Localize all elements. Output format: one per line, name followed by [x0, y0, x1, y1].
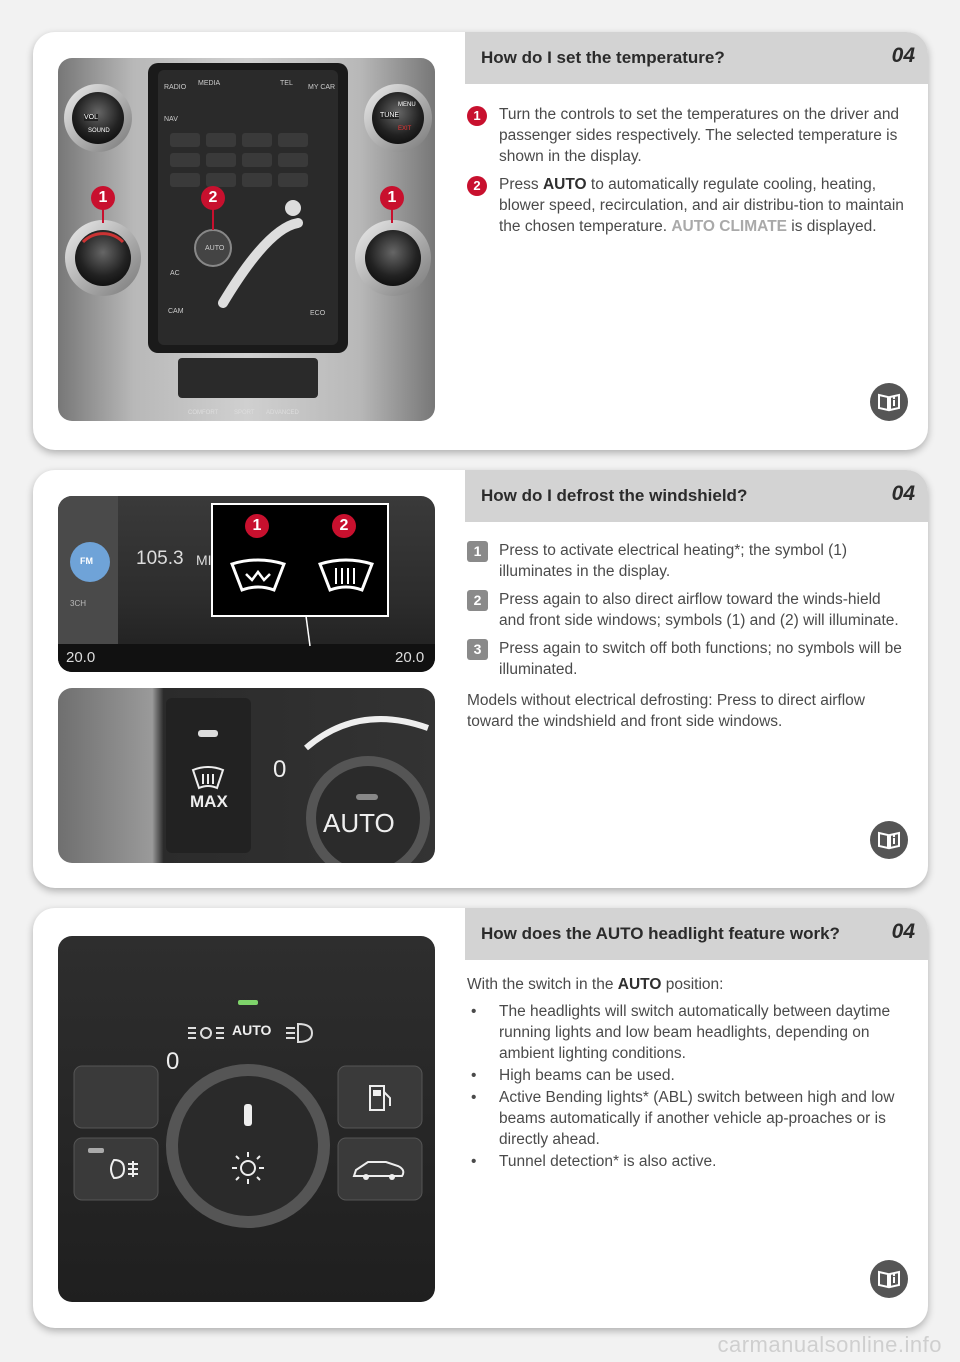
step-badge: 1 [467, 541, 488, 562]
chapter-number: 04 [891, 920, 915, 943]
step-2 [467, 589, 908, 631]
defrost-front-icon [228, 558, 288, 594]
panel-label-advanced: ADVANCED [266, 410, 299, 416]
step-2 [467, 174, 908, 237]
auto-position-label: AUTO [232, 1022, 272, 1038]
off-position-label: 0 [166, 1048, 180, 1075]
step-text: Press to activate electrical heating*; the symbol (1) illuminates in the display. [499, 542, 848, 580]
panel-label-eco: ECO [310, 310, 326, 317]
panel-label-exit: EXIT [398, 126, 412, 132]
step-badge: 2 [467, 176, 487, 196]
panel-label-nav: NAV [164, 116, 178, 123]
panel-label-sport: SPORT [234, 410, 255, 416]
step-text-post: is displayed. [787, 218, 877, 235]
panel-label-radio: RADIO [164, 84, 187, 91]
callout-2: 2 [332, 514, 356, 538]
step-text: Press again to also direct airflow toward the winds-hield and front side windows; symbols (1) and (2) will illuminate. [499, 591, 899, 629]
headlight-icon [284, 1022, 314, 1044]
list-item-text: The headlights will switch automatically between daytime running lights and low beam headlights, depending on ambient lighting conditions. [499, 1003, 891, 1062]
fm-badge: FM [80, 556, 93, 566]
intro-text [467, 974, 908, 995]
panel-label-mycar: MY CAR [308, 84, 336, 91]
section-title: How do I set the temperature? [481, 48, 725, 67]
section-body [467, 540, 908, 732]
section-body [467, 104, 908, 244]
step-badge: 1 [467, 106, 487, 126]
panel-label-sound: SOUND [88, 128, 110, 134]
panel-label-comfort: COMFORT [188, 410, 219, 416]
step-3 [467, 638, 908, 680]
panel-label-media: MEDIA [198, 80, 221, 87]
sun-icon [230, 1150, 266, 1186]
section-title: How does the AUTO headlight feature work? [481, 924, 840, 943]
auto-climate-keyword: AUTO CLIMATE [671, 218, 787, 235]
fuel-door-icon [366, 1082, 394, 1112]
section-title: How do I defrost the windshield? [481, 486, 748, 505]
panel-label-cam: CAM [168, 308, 184, 315]
panel-label-ac: AC [170, 270, 180, 277]
chapter-number: 04 [891, 44, 915, 67]
feature-list [467, 1001, 908, 1172]
callout-1: 1 [245, 514, 269, 538]
max-label: MAX [190, 792, 228, 811]
sidelight-icon [186, 1024, 226, 1042]
list-item-text: Active Bending lights* (ABL) switch between high and low beams automatically if another vehicle ap-proaches or is directly ahead. [499, 1089, 895, 1148]
zero-label: 0 [273, 756, 287, 783]
defrost-electric-icon [316, 558, 376, 594]
intro-pre: With the switch in the [467, 976, 618, 993]
section-header [465, 470, 928, 522]
list-item-text: Tunnel detection* is also active. [499, 1153, 717, 1170]
list-item-text: High beams can be used. [499, 1067, 675, 1084]
panel-label-auto: AUTO [205, 245, 225, 252]
manual-info-icon[interactable] [870, 383, 908, 421]
station-unit: MI [196, 552, 212, 568]
panel-label-vol: VOL [84, 114, 99, 121]
step-1 [467, 540, 908, 582]
list-item: • Active Bending lights* (ABL) switch between high and low beams automatically if another vehicle ap-proaches or is directly ahead. [471, 1089, 895, 1148]
step-text: Press again to switch off both functions; no symbols will be illuminated. [499, 640, 902, 678]
watermark: carmanualsonline.info [717, 1332, 942, 1357]
step-text: Turn the controls to set the temperatures on the driver and passenger sides respectively. The selected temperature is shown in the display. [499, 106, 900, 165]
list-item: • The headlights will switch automatically between daytime running lights and low beam headlights, depending on ambient lighting conditions. [471, 1003, 891, 1062]
step-text-mid: to automatically regulate cooling, heating, blower speed, recirculation, and air distribu-tion to maintain the chosen temperature. [499, 176, 904, 235]
climate-panel-photo [58, 58, 435, 421]
auto-keyword: AUTO [617, 976, 662, 993]
climate-panel-drawing [58, 58, 435, 421]
panel-label-tel: TEL [280, 80, 293, 87]
display-photo [58, 496, 435, 672]
panel-label-tune: TUNE [380, 112, 400, 119]
tailgate-icon [352, 1158, 408, 1182]
note-text: Models without electrical defrosting: Press to direct airflow toward the windshield and front side windows. [467, 692, 865, 730]
list-item: • High beams can be used. [471, 1067, 675, 1084]
step-badge: 2 [467, 590, 488, 611]
headlight-panel-drawing [58, 936, 435, 1302]
temperature-card [33, 32, 928, 450]
auto-button-label: AUTO [323, 808, 395, 838]
section-header [465, 32, 928, 84]
manual-info-icon[interactable] [870, 821, 908, 859]
fog-light-icon [110, 1158, 140, 1180]
step-1 [467, 104, 908, 167]
intro-post: position: [661, 976, 724, 993]
headlight-card [33, 908, 928, 1328]
callout-1-left: 1 [91, 186, 115, 210]
section-header [465, 908, 928, 960]
station-frequency: 105.3 [136, 548, 184, 569]
channel-label: 3CH [70, 599, 87, 608]
defrost-button-photo [58, 688, 435, 863]
callout-1-right: 1 [380, 186, 404, 210]
max-defrost-icon [191, 766, 225, 790]
temp-right-readout: 20.0 [395, 649, 425, 666]
list-item: • Tunnel detection* is also active. [471, 1153, 717, 1170]
headlight-switch-photo [58, 936, 435, 1302]
manual-info-icon[interactable] [870, 1260, 908, 1298]
temp-left-readout: 20.0 [66, 649, 96, 666]
defrost-card [33, 470, 928, 888]
chapter-number: 04 [891, 482, 915, 505]
section-body [467, 974, 908, 1173]
callout-2: 2 [201, 186, 225, 210]
step-text-pre: Press [499, 176, 543, 193]
panel-label-menu: MENU [398, 102, 416, 108]
step-badge: 3 [467, 639, 488, 660]
auto-keyword: AUTO [542, 176, 587, 193]
